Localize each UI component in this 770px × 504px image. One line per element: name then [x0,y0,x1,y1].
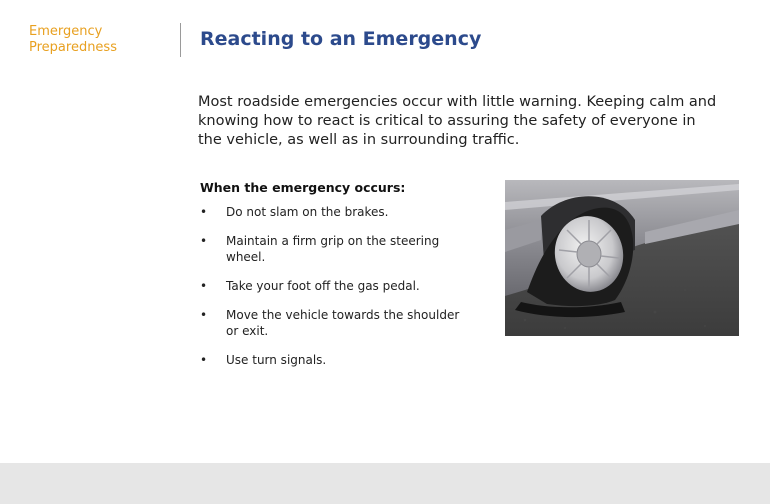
bullet-icon: • [200,353,208,367]
flat-tire-photo [505,180,739,336]
list-item-text: Take your foot off the gas pedal. [226,279,420,293]
hub-center [577,241,601,267]
bullet-icon: • [200,279,208,293]
header-divider [180,23,181,57]
bullet-icon: • [200,234,208,248]
brand-line-1: Emergency [29,24,103,39]
footer-bar [0,463,770,504]
list-item [200,278,460,294]
bullet-icon: • [200,205,208,219]
brand-line-2: Preparedness [29,40,117,55]
list-item-text: Maintain a firm grip on the steering wheel. [226,234,440,264]
list-item-text: Move the vehicle towards the shoulder or exit. [226,308,460,338]
section-brand-label [29,24,117,56]
list-item [200,204,460,220]
page-title: Reacting to an Emergency [200,28,482,50]
flat-tire-illustration [505,180,739,336]
list-item-text: Use turn signals. [226,353,327,367]
bullet-icon: • [200,308,208,322]
list-item [200,352,460,368]
bullet-list [200,204,460,381]
list-item-text: Do not slam on the brakes. [226,205,389,219]
list-item [200,307,460,339]
intro-paragraph: Most roadside emergencies occur with little warning. Keeping calm and knowing how to react is critical to assuring the safety of everyone in the vehicle, as well as in surrounding traffic. [198,94,717,148]
list-item [200,233,460,265]
section-heading: When the emergency occurs: [200,180,406,195]
